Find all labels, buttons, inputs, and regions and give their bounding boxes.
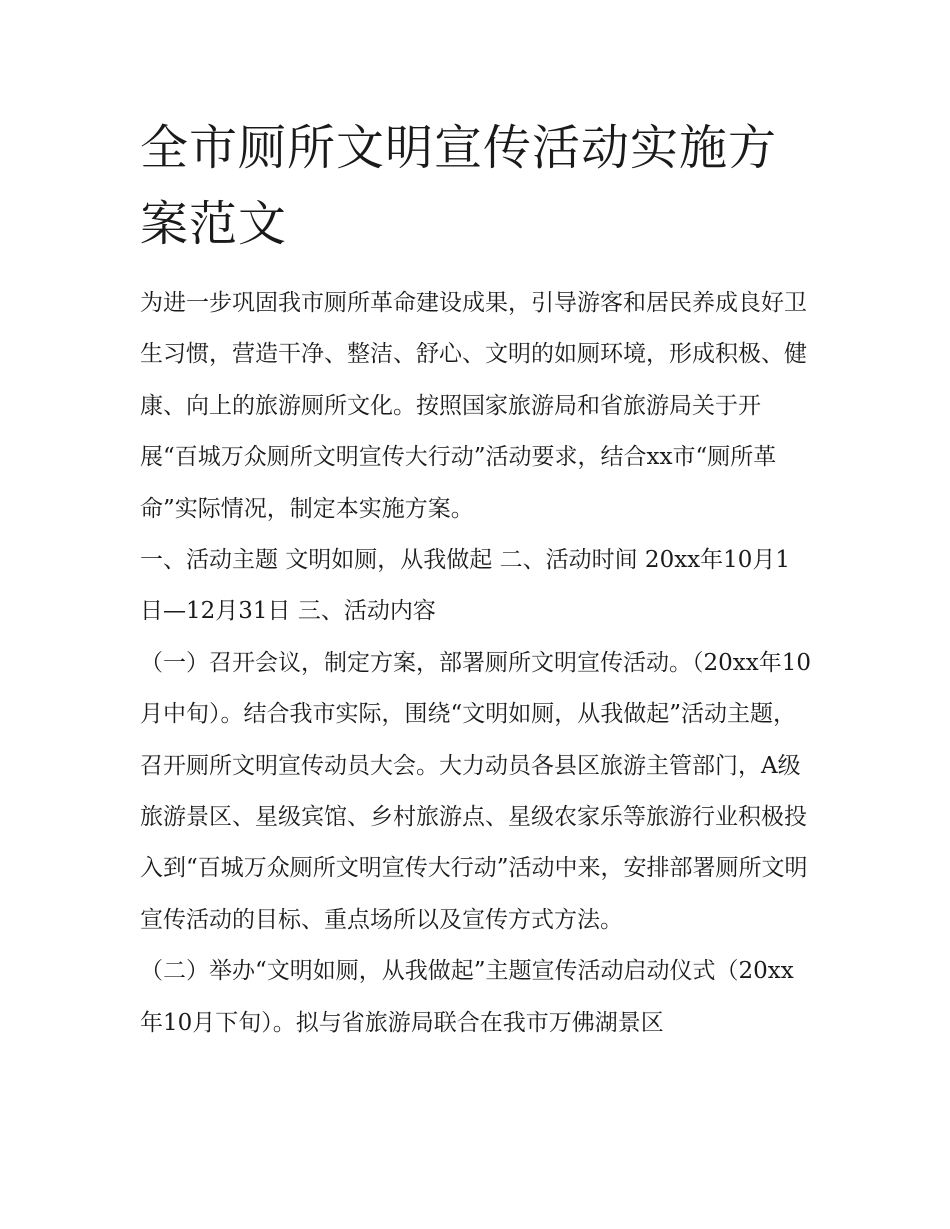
document-title: 全市厕所文明宣传活动实施方案范文: [140, 120, 778, 252]
paragraph-section-1: （一）召开会议，制定方案，部署厕所文明宣传活动。（20xx年10月中旬）。结合我市实际，围绕“文明如厕，从我做起”活动主题，召开厕所文明宣传动员大会。大力动员各县区旅游主管部门，A级旅游景区、星级宾馆、乡村旅游点、星级农家乐等旅游行业积极投入到“百城万众厕所文明宣传大行动”活动中来，安排部署厕所文明宣传活动的目标、重点场所以及宣传方式方法。: [140, 649, 811, 933]
paragraph-section-2: （二）举办“文明如厕，从我做起”主题宣传活动启动仪式（20xx年10月下旬）。拟与省旅游局联合在我市万佛湖景区: [140, 958, 794, 1036]
paragraph-intro: 为进一步巩固我市厕所革命建设成果，引导游客和居民养成良好卫生习惯，营造干净、整洁、舒心、文明的如厕环境，形成积极、健康、向上的旅游厕所文化。按照国家旅游局和省旅游局关于开展“百城万众厕所文明宣传大行动”活动要求，结合xx市“厕所革命”实际情况，制定本实施方案。: [140, 290, 807, 522]
document-body: [140, 278, 812, 1049]
paragraph-theme-time: 一、活动主题 文明如厕，从我做起 二、活动时间 20xx年10月1日—12月31日 三、活动内容: [140, 547, 791, 625]
